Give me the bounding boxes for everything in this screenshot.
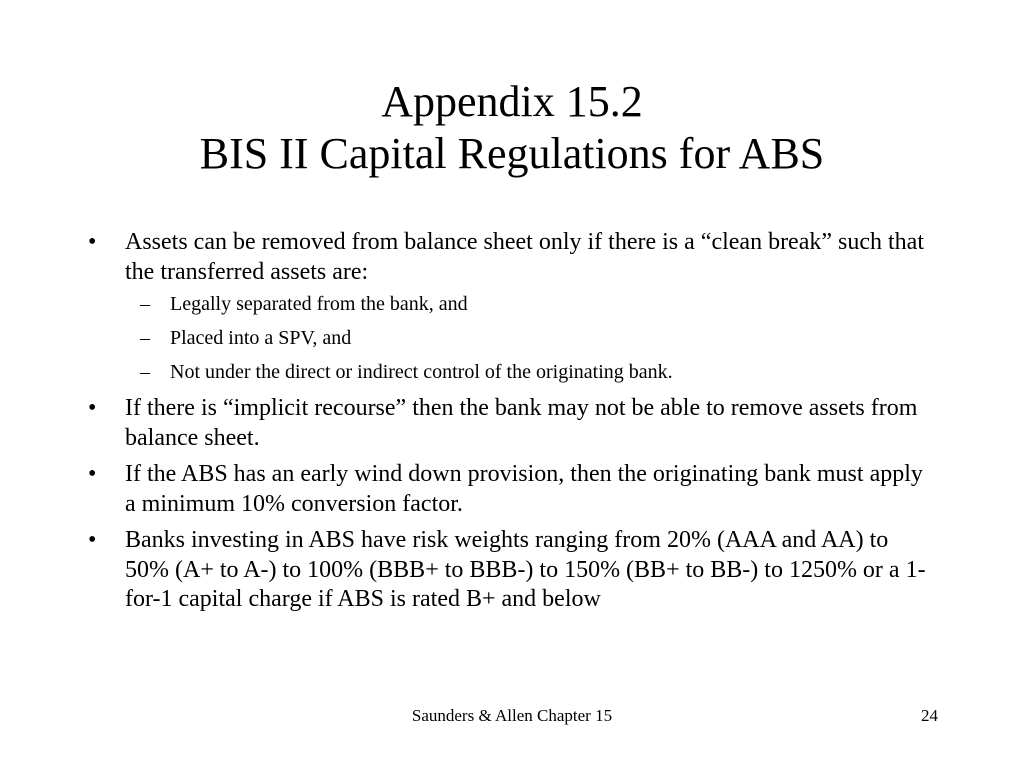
sub-bullet-item <box>125 326 938 350</box>
sub-bullet-text: Not under the direct or indirect control of the originating bank. <box>170 361 673 383</box>
bullet-item <box>88 394 938 453</box>
bullet-item <box>88 460 938 519</box>
sub-bullet-marker: – <box>140 293 150 315</box>
sub-bullet-marker: – <box>140 361 150 383</box>
page-number: 24 <box>921 706 938 725</box>
sub-bullet-item <box>125 360 938 384</box>
bullet-marker: • <box>88 527 97 553</box>
sub-bullet-text: Placed into a SPV, and <box>170 327 352 349</box>
bullet-item <box>88 526 938 615</box>
bullet-text: If the ABS has an early wind down provision, then the originating bank must apply a minimum 10% conversion factor. <box>125 461 923 517</box>
slide-title <box>0 76 1024 180</box>
bullet-text: Assets can be removed from balance sheet only if there is a “clean break” such that the transferred assets are: <box>125 229 924 285</box>
bullet-marker: • <box>88 229 97 255</box>
bullet-marker: • <box>88 461 97 487</box>
bullet-list <box>88 228 938 622</box>
bullet-item <box>88 228 938 384</box>
title-line-1: Appendix 15.2 <box>381 77 643 126</box>
sub-bullet-text: Legally separated from the bank, and <box>170 293 468 315</box>
bullet-text: Banks investing in ABS have risk weights ranging from 20% (AAA and AA) to 50% (A+ to A-) to 100% (BBB+ to BBB-) to 150% (BB+ to BB-) to 1250% or a 1-for-1 capital charge if ABS is rated B+ and below <box>125 527 926 612</box>
sub-bullet-item <box>125 292 938 316</box>
sub-bullet-list <box>125 292 938 384</box>
sub-bullet-marker: – <box>140 327 150 349</box>
title-line-2: BIS II Capital Regulations for ABS <box>199 129 825 178</box>
bullet-text: If there is “implicit recourse” then the bank may not be able to remove assets from balance sheet. <box>125 395 918 451</box>
footer-source: Saunders & Allen Chapter 15 <box>411 706 613 725</box>
bullet-marker: • <box>88 395 97 421</box>
